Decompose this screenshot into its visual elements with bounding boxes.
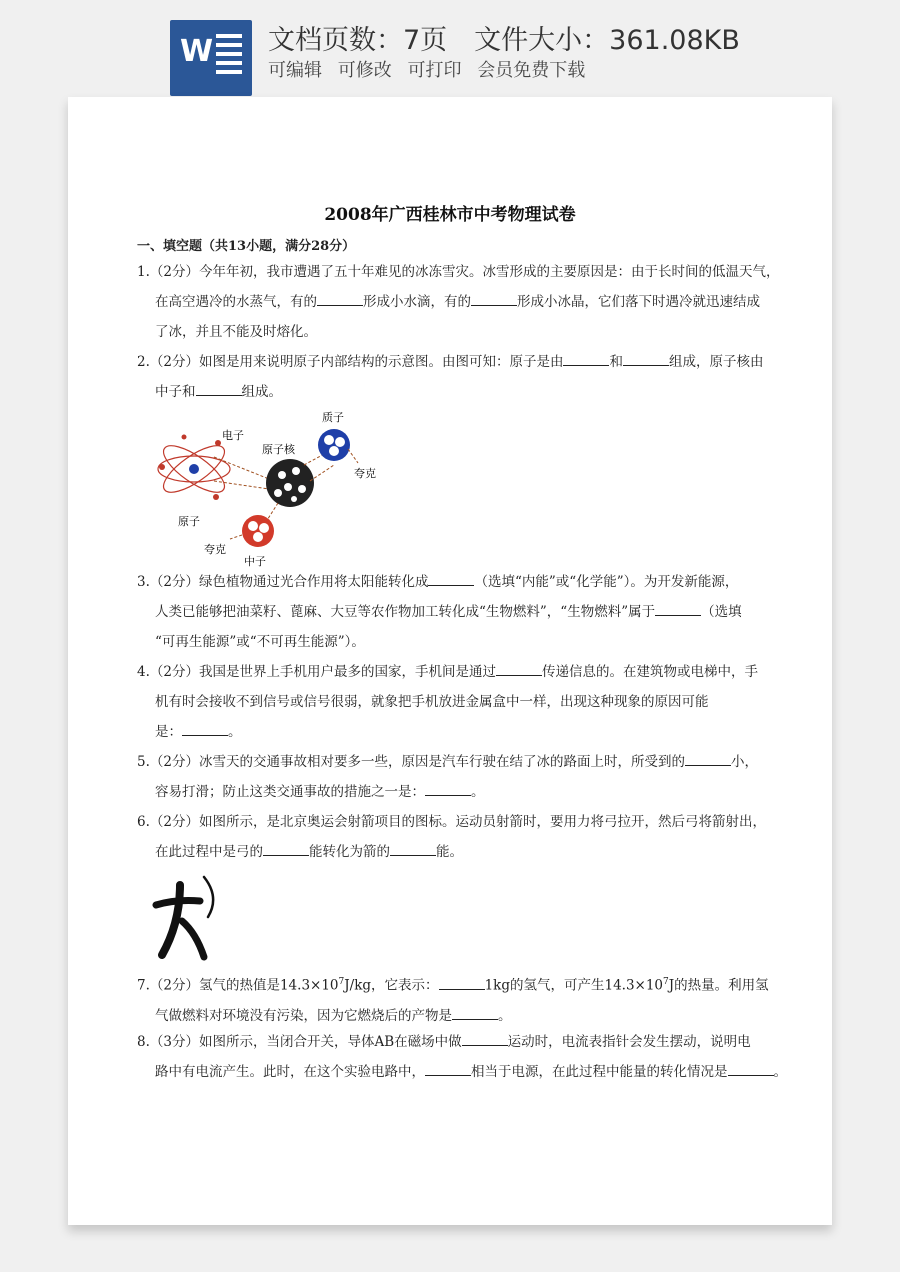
q3-line-3: “可再生能源”或“不可再生能源”）。: [155, 634, 365, 650]
q4-line-3: 是： 。: [155, 724, 242, 740]
q2-line-2: 中子和 组成。: [155, 384, 282, 400]
nucleus-diagram: [266, 459, 314, 507]
q1-line-1: 1.（2分）今年年初，我市遭遇了五十年难见的冰冻雪灾。冰雪形成的主要原因是：由于长时间的低温天气，: [137, 264, 780, 280]
q7-line-2: 气做燃料对环境没有污染，因为它燃烧后的产物是 。: [155, 1007, 512, 1024]
word-document-icon: [170, 20, 252, 96]
q4-line-1: 4.（2分）我国是世界上手机用户最多的国家，手机间是通过 传递信息的。在建筑物或电梯中，手: [137, 664, 758, 680]
question-5: [137, 747, 764, 807]
answer-blank[interactable]: [452, 1007, 498, 1020]
answer-blank[interactable]: [390, 843, 436, 856]
question-8: [137, 1027, 787, 1087]
feature-printable: 可打印: [407, 60, 462, 81]
answer-blank[interactable]: [182, 723, 228, 736]
question-4: [137, 657, 764, 747]
answer-blank[interactable]: [471, 293, 517, 306]
answer-blank[interactable]: [428, 573, 474, 586]
archery-pictogram-figure: [152, 873, 222, 963]
question-2: [137, 347, 764, 407]
neutron-diagram: [242, 515, 274, 547]
archery-pictogram-icon: [156, 877, 213, 957]
atom-diagram: [157, 435, 231, 501]
word-icon-letter: W: [180, 34, 214, 69]
banner-title: 文档页数：7页 文件大小：361.08KB: [268, 25, 740, 56]
download-banner: [0, 0, 900, 96]
answer-blank[interactable]: [425, 783, 471, 796]
question-1: [137, 257, 780, 347]
q7-line-1: 7.（2分）氢气的热值是$14.3\times 10^7J/kg$，它表示： 1kg的氢气，可产生$14.3\times 10^7J$的热量。利用氢: [137, 977, 769, 994]
q8-line-1: 8.（3分）如图所示，当闭合开关，导体AB在磁场中做 运动时，电流表指针会发生摆动，说明电: [137, 1034, 751, 1050]
answer-blank[interactable]: [263, 843, 309, 856]
answer-blank[interactable]: [655, 603, 701, 616]
q1-line-2: 在高空遇冷的水蒸气，有的 形成小水滴，有的 形成小冰晶，它们落下时遇冷就迅速结成: [155, 294, 760, 310]
q6-line-1: 6.（2分）如图所示，是北京奥运会射箭项目的图标。运动员射箭时，要用力将弓拉开，然后弓将箭射出，: [137, 814, 766, 830]
label-neutron: 中子: [244, 555, 266, 567]
q5-line-1: 5.（2分）冰雪天的交通事故相对要多一些，原因是汽车行驶在结了冰的路面上时，所受到的 小，: [137, 754, 758, 770]
document-page: [68, 97, 832, 1225]
q2-line-1: 2.（2分）如图是用来说明原子内部结构的示意图。由图可知：原子是由 和 组成，原子核由: [137, 354, 764, 370]
label-quark-top: 夸克: [354, 467, 376, 480]
question-6: [137, 807, 764, 867]
label-nucleus: 原子核: [262, 443, 295, 456]
q4-line-2: 机有时会接收不到信号或信号很弱，就象把手机放进金属盒中一样，出现这种现象的原因可能: [155, 694, 709, 710]
question-7: [137, 967, 769, 1031]
q5-line-2: 容易打滑；防止这类交通事故的措施之一是： 。: [155, 784, 485, 800]
answer-blank[interactable]: [728, 1063, 774, 1076]
answer-blank[interactable]: [317, 293, 363, 306]
question-3: [137, 567, 764, 657]
q8-line-2: 路中有电流产生。此时，在这个实验电路中， 相当于电源，在此过程中能量的转化情况是 。: [155, 1064, 787, 1080]
q3-line-2: 人类已能够把油菜籽、蓖麻、大豆等农作物加工转化成“生物燃料”，“生物燃料”属于 （选填: [155, 604, 742, 620]
proton-diagram: [318, 429, 350, 461]
answer-blank[interactable]: [425, 1063, 471, 1076]
answer-blank[interactable]: [496, 663, 542, 676]
feature-modifiable: 可修改: [337, 60, 392, 81]
label-proton: 质子: [322, 411, 344, 424]
answer-blank[interactable]: [196, 383, 242, 396]
answer-blank[interactable]: [623, 353, 669, 366]
feature-member-download: 会员免费下载: [477, 60, 586, 81]
word-icon-lines: [216, 34, 242, 79]
label-quark-bottom: 夸克: [204, 543, 226, 556]
banner-features: [268, 56, 595, 82]
q6-line-2: 在此过程中是弓的 能转化为箭的 能。: [155, 844, 463, 860]
atom-structure-figure: [154, 407, 394, 567]
answer-blank[interactable]: [462, 1033, 508, 1046]
feature-editable: 可编辑: [268, 60, 322, 81]
answer-blank[interactable]: [685, 753, 731, 766]
q3-line-1: 3.（2分）绿色植物通过光合作用将太阳能转化成 （选填“内能”或“化学能”）。为开发新能源，: [137, 574, 739, 590]
label-atom: 原子: [178, 515, 200, 528]
document-title: 2008年广西桂林市中考物理试卷: [324, 205, 576, 225]
q1-line-3: 了冰，并且不能及时熔化。: [155, 324, 317, 340]
answer-blank[interactable]: [439, 977, 485, 990]
label-electron: 电子: [222, 429, 244, 442]
answer-blank[interactable]: [563, 353, 609, 366]
section-heading: 一、填空题（共13小题，满分28分）: [137, 239, 356, 254]
